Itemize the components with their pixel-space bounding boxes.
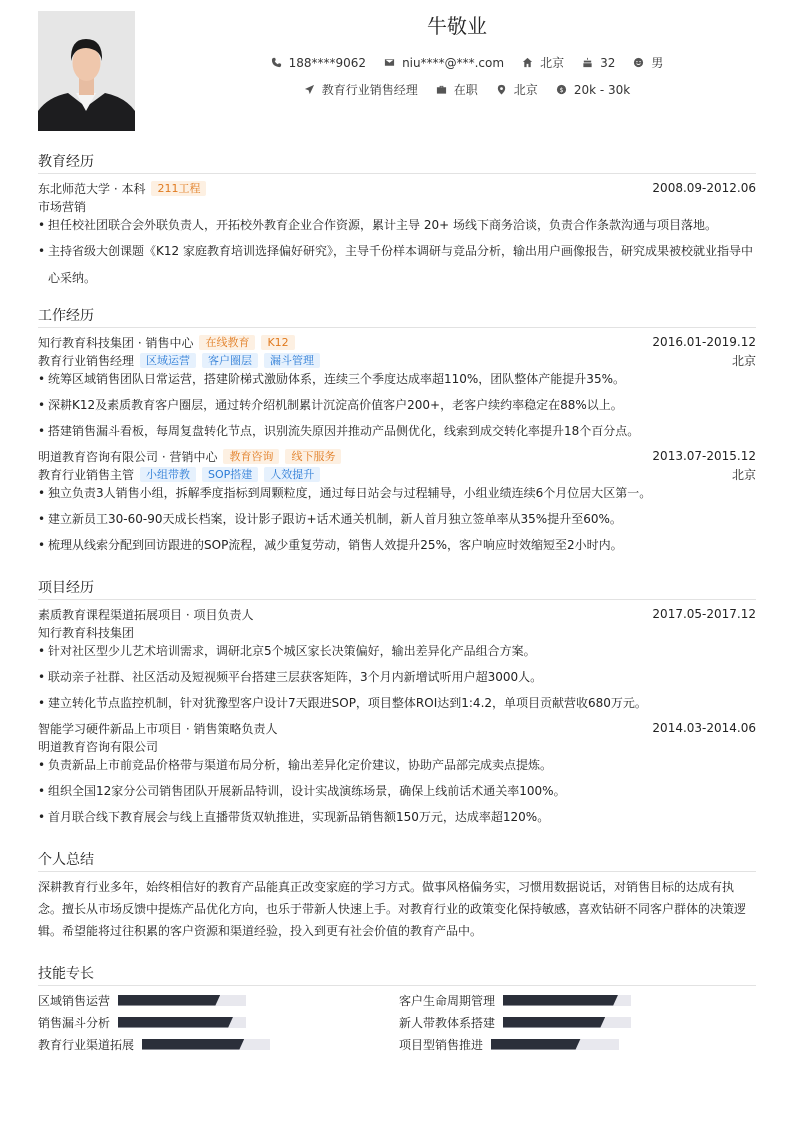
project-header	[38, 606, 756, 622]
role-tag: 人效提升	[264, 467, 320, 482]
target-role-item	[304, 81, 418, 98]
education-date: 2008.09-2012.06	[652, 181, 756, 195]
education-header	[38, 180, 756, 196]
job-date: 2013.07-2015.12	[652, 449, 756, 463]
skill-bar-fill	[118, 1017, 233, 1028]
skill-bar-fill	[118, 995, 220, 1006]
project-name: 智能学习硬件新品上市项目 · 销售策略负责人	[38, 721, 278, 736]
status-item	[436, 81, 478, 98]
skill-name: 区域销售运营	[38, 993, 111, 1008]
skill-item	[399, 1036, 619, 1052]
project-date: 2014.03-2014.06	[652, 721, 756, 735]
list-item: • 建立新员工30-60-90天成长档案，设计影子跟访+话术通关机制，新人首月独立签单率从35%提升至60%。	[38, 512, 622, 526]
phone-item	[271, 54, 366, 71]
job-tag: 教育咨询	[223, 449, 279, 464]
projects-section-title: 项目经历	[38, 577, 756, 600]
skill-bar-fill	[491, 1039, 581, 1050]
job-header	[38, 448, 756, 464]
job-role: 教育行业销售主管	[38, 467, 135, 482]
gender-item	[633, 54, 663, 71]
list-item: • 联动亲子社群、社区活动及短视频平台搭建三层获客矩阵，3个月内新增试听用户超3000人。	[38, 670, 543, 684]
gender-text: 男	[651, 56, 664, 70]
skill-name: 客户生命周期管理	[399, 993, 496, 1008]
skill-item	[38, 992, 246, 1008]
list-item: • 独立负责3人销售小组，拆解季度指标到周颗粒度，通过每日站会与过程辅导，小组业绩连续6个月位居大区第一。	[38, 486, 652, 500]
smile-icon	[633, 57, 644, 68]
education-section-title: 教育经历	[38, 151, 756, 174]
age-text: 32	[600, 55, 616, 70]
job-tag: 线下服务	[285, 449, 341, 464]
job-tag: 在线教育	[199, 335, 255, 350]
job-tag: K12	[261, 335, 294, 350]
cake-icon	[582, 57, 593, 68]
skills-section-title: 技能专长	[38, 963, 756, 986]
work-section-title: 工作经历	[38, 305, 756, 328]
home-icon	[522, 57, 533, 68]
school-tag: 211工程	[151, 181, 206, 196]
project-org: 知行教育科技集团	[38, 625, 135, 640]
project-header	[38, 720, 756, 736]
email-icon	[384, 57, 395, 68]
salary-item	[556, 81, 630, 98]
role-tag: 小组带教	[140, 467, 196, 482]
education-major: 市场营销	[38, 199, 87, 214]
list-item: • 针对社区型少儿艺术培训需求，调研北京5个城区家长决策偏好，输出差异化产品组合方案。	[38, 644, 536, 658]
list-item: • 负责新品上市前竞品价格带与渠道布局分析，输出差异化定价建议，协助产品部完成卖点提炼。	[38, 758, 553, 772]
location-pin-icon	[496, 84, 507, 95]
target-city-item	[496, 81, 538, 98]
intention-row	[140, 81, 794, 98]
skill-bar-fill	[142, 1039, 244, 1050]
send-icon	[304, 84, 315, 95]
job-company: 明道教育咨询有限公司 · 营销中心	[38, 449, 218, 464]
skill-bar	[503, 995, 631, 1006]
list-item: • 梳理从线索分配到回访跟进的SOP流程，减少重复劳动，销售人效提升25%，客户响应时效缩短至2小时内。	[38, 538, 623, 552]
money-icon	[556, 84, 567, 95]
skill-name: 销售漏斗分析	[38, 1015, 111, 1030]
skill-item	[38, 1014, 246, 1030]
role-tag: 区域运营	[140, 353, 196, 368]
age-item	[582, 54, 615, 71]
city-item	[522, 54, 564, 71]
role-tag: 漏斗管理	[264, 353, 320, 368]
status-text: 在职	[453, 83, 478, 97]
contact-row	[140, 54, 794, 71]
school-name: 东北师范大学 · 本科	[38, 181, 146, 196]
list-item: • 担任校社团联合会外联负责人，开拓校外教育企业合作资源，累计主导 20+ 场线下商务洽谈，负责合作条款沟通与项目落地。	[38, 218, 717, 232]
skill-name: 教育行业渠道拓展	[38, 1037, 135, 1052]
list-item: • 首月联合线下教育展会与线上直播带货双轨推进，实现新品销售额150万元，达成率超120%。	[38, 810, 550, 824]
skill-item	[38, 1036, 270, 1052]
skill-bar	[503, 1017, 631, 1028]
job-company: 知行教育科技集团 · 销售中心	[38, 335, 194, 350]
job-role: 教育行业销售经理	[38, 353, 135, 368]
target-role-text: 教育行业销售经理	[321, 83, 418, 97]
skill-name: 项目型销售推进	[399, 1037, 484, 1052]
target-city-text: 北京	[513, 83, 538, 97]
skill-bar-fill	[503, 995, 618, 1006]
skill-bar-fill	[503, 1017, 605, 1028]
list-item: • 建立转化节点监控机制，针对犹豫型客户设计7天跟进SOP，项目整体ROI达到1:4.2，单项目贡献营收680万元。	[38, 696, 647, 710]
project-org: 明道教育咨询有限公司	[38, 739, 159, 754]
summary-section-title: 个人总结	[38, 849, 756, 872]
candidate-name: 牛敬业	[427, 14, 487, 38]
job-city: 北京	[731, 353, 756, 368]
list-item: • 主持省级大创课题《K12 家庭教育培训选择偏好研究》，主导千份样本调研与竞品分析，输出用户画像报告，研究成果被校就业指导中心采纳。	[38, 244, 753, 285]
skill-item	[399, 1014, 631, 1030]
svg-text:$: $	[559, 85, 564, 94]
email-item	[384, 54, 504, 71]
list-item: • 深耕K12及素质教育客户圈层，通过转介绍机制累计沉淀高价值客户200+，老客户续约率稳定在88%以上。	[38, 398, 623, 412]
list-item: • 搭建销售漏斗看板，每周复盘转化节点，识别流失原因并推动产品侧优化，线索到成交转化率提升18个百分点。	[38, 424, 640, 438]
salary-text: 20k - 30k	[573, 82, 631, 97]
role-tag: SOP搭建	[202, 467, 258, 482]
list-item: • 组织全国12家分公司销售团队开展新品特训，设计实战演练场景，确保上线前话术通关率100%。	[38, 784, 566, 798]
skill-item	[399, 992, 631, 1008]
phone-text: 188****9062	[288, 55, 367, 70]
skill-bar	[118, 995, 246, 1006]
city-text: 北京	[540, 56, 565, 70]
project-name: 素质教育课程渠道拓展项目 · 项目负责人	[38, 607, 254, 622]
job-date: 2016.01-2019.12	[652, 335, 756, 349]
summary-text: 深耕教育行业多年，始终相信好的教育产品能真正改变家庭的学习方式。做事风格偏务实，习惯用数据说话，对销售目标的达成有执念。擅长从市场反馈中提炼产品优化方向，也乐于带新人快速上手。对教育行业的政策变化保持敏感，喜欢钻研不同客户群体的决策逻辑。希望能将过往积累的客户资源和渠道经验，投入到更有社会价值的教育产品中。	[38, 880, 747, 938]
briefcase-icon	[436, 84, 447, 95]
list-item: • 统筹区域销售团队日常运营，搭建阶梯式激励体系，连续三个季度达成率超110%，团队整体产能提升35%。	[38, 372, 625, 386]
skill-bar	[142, 1039, 270, 1050]
job-header	[38, 334, 756, 350]
job-city: 北京	[731, 467, 756, 482]
project-date: 2017.05-2017.12	[652, 607, 756, 621]
skill-bar	[491, 1039, 619, 1050]
phone-icon	[271, 57, 282, 68]
skill-name: 新人带教体系搭建	[399, 1015, 496, 1030]
role-tag: 客户圈层	[202, 353, 258, 368]
skill-bar	[118, 1017, 246, 1028]
email-text: niu****@***.com	[402, 55, 505, 70]
